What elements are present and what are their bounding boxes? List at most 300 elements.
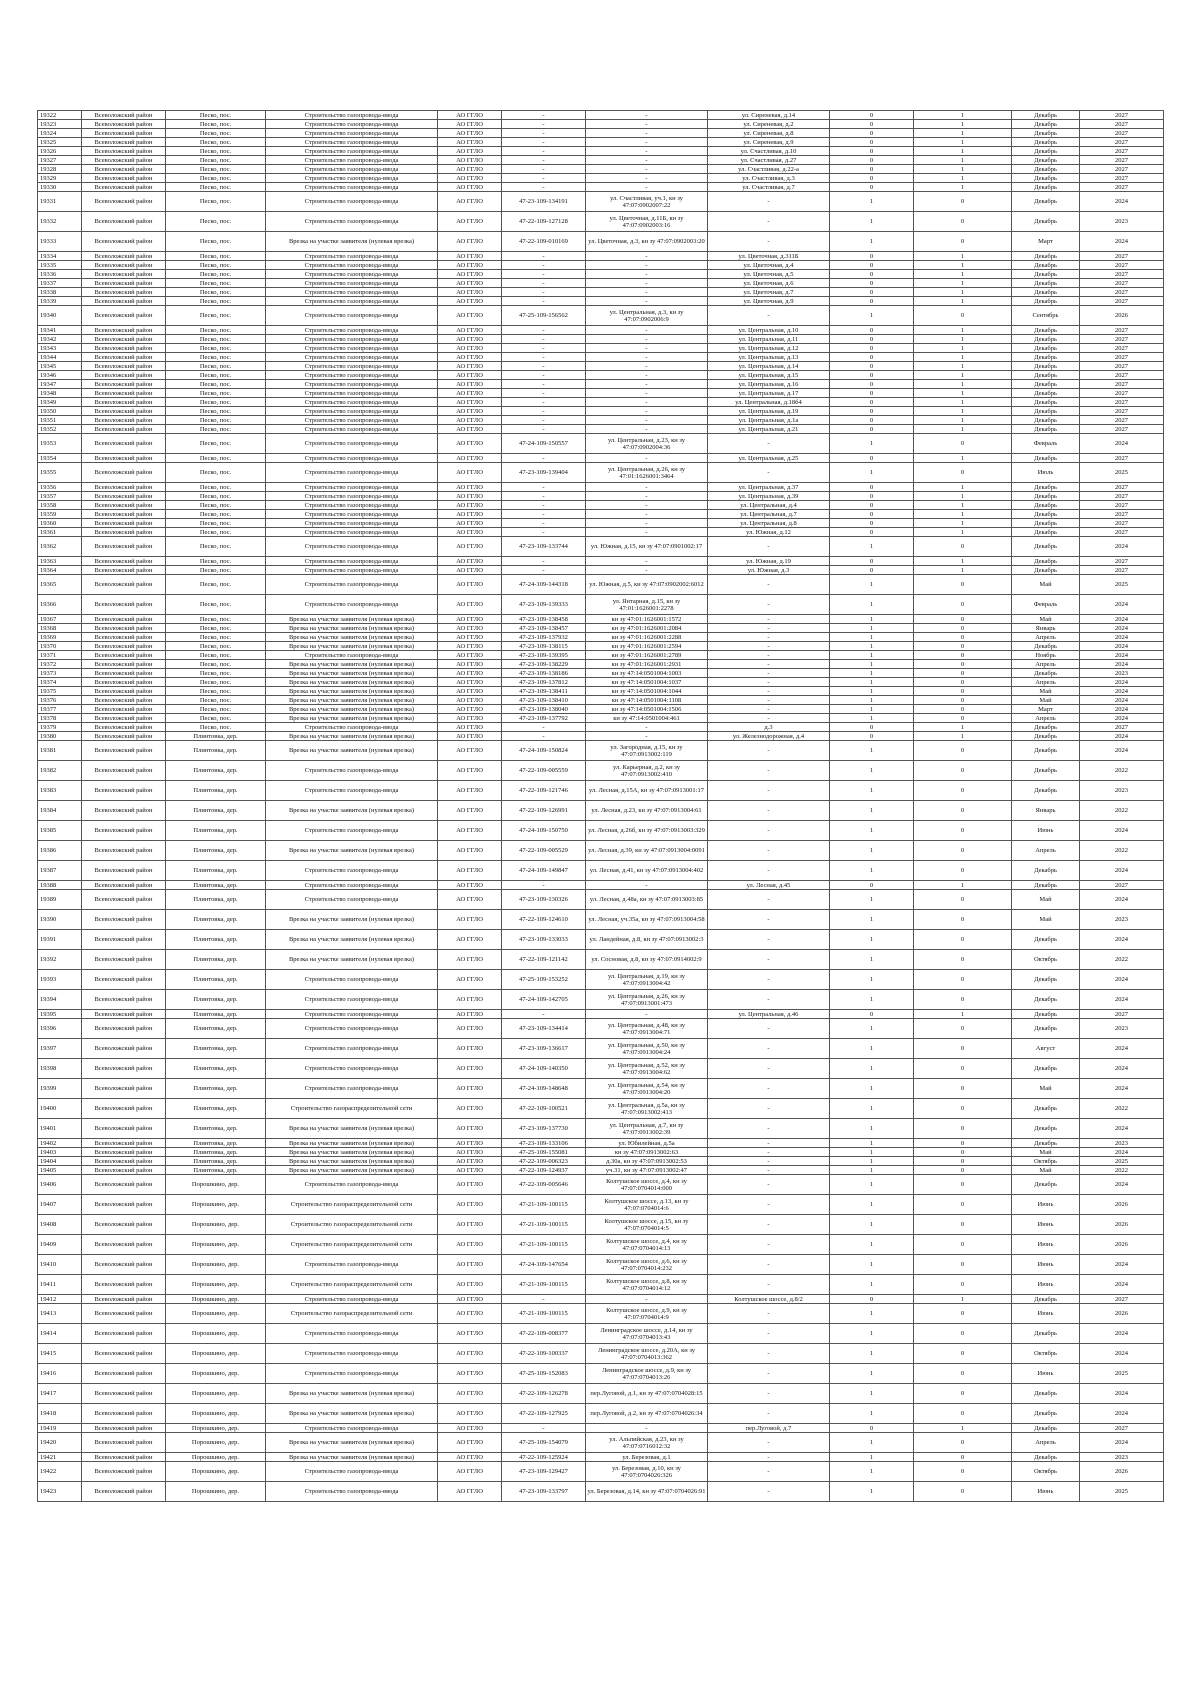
planned-address-cell: - <box>708 1235 830 1255</box>
district-cell: Всеволожский район <box>82 1295 166 1304</box>
work-type-cell: Строительство газопровода-ввода <box>266 398 438 407</box>
settlement-cell: Плинтовка, дер. <box>166 821 266 841</box>
planned-address-cell: - <box>708 537 830 557</box>
year-cell: 2024 <box>1080 615 1164 624</box>
month-cell: Декабрь <box>1012 279 1080 288</box>
address-cadastral-cell: - <box>586 881 708 890</box>
month-cell: Март <box>1012 705 1080 714</box>
work-type-cell: Строительство газопровода-ввода <box>266 519 438 528</box>
planned-address-cell: ул. Центральная, д.46 <box>708 1010 830 1019</box>
operator-cell: АО ГГЛО <box>438 528 502 537</box>
district-cell: Всеволожский район <box>82 1324 166 1344</box>
year-cell: 2024 <box>1080 1275 1164 1295</box>
month-cell: Май <box>1012 696 1080 705</box>
district-cell: Всеволожский район <box>82 950 166 970</box>
district-cell: Всеволожский район <box>82 138 166 147</box>
planned-count-cell: 0 <box>914 1059 1012 1079</box>
gas-connection-table <box>37 110 1164 1502</box>
month-cell: Декабрь <box>1012 492 1080 501</box>
district-cell: Всеволожский район <box>82 1139 166 1148</box>
record-number-cell: 19391 <box>38 930 82 950</box>
connected-count-cell: 0 <box>830 270 914 279</box>
work-type-cell: Строительство газопровода-ввода <box>266 501 438 510</box>
settlement-cell: Плинтовка, дер. <box>166 1010 266 1019</box>
district-cell: Всеволожский район <box>82 781 166 801</box>
connected-count-cell: 1 <box>830 950 914 970</box>
planned-address-cell: ул. Счастливая, д.27 <box>708 156 830 165</box>
operator-cell: АО ГГЛО <box>438 183 502 192</box>
address-cadastral-cell: - <box>586 1295 708 1304</box>
address-cadastral-cell: - <box>586 407 708 416</box>
table-row <box>38 651 1164 660</box>
operator-cell: АО ГГЛО <box>438 306 502 326</box>
application-number-cell: - <box>502 416 586 425</box>
month-cell: Декабрь <box>1012 398 1080 407</box>
planned-count-cell: 1 <box>914 557 1012 566</box>
month-cell: Октябрь <box>1012 1344 1080 1364</box>
application-number-cell: - <box>502 362 586 371</box>
record-number-cell: 19338 <box>38 288 82 297</box>
table-row <box>38 1079 1164 1099</box>
connected-count-cell: 1 <box>830 1099 914 1119</box>
work-type-cell: Строительство газопровода-ввода <box>266 723 438 732</box>
planned-count-cell: 0 <box>914 801 1012 821</box>
settlement-cell: Песко, пос. <box>166 261 266 270</box>
connected-count-cell: 1 <box>830 1235 914 1255</box>
planned-count-cell: 0 <box>914 575 1012 595</box>
planned-count-cell: 0 <box>914 1235 1012 1255</box>
table-row <box>38 344 1164 353</box>
district-cell: Всеволожский район <box>82 660 166 669</box>
district-cell: Всеволожский район <box>82 1424 166 1433</box>
settlement-cell: Песко, пос. <box>166 306 266 326</box>
month-cell: Декабрь <box>1012 483 1080 492</box>
year-cell: 2022 <box>1080 950 1164 970</box>
work-type-cell: Строительство газопровода-ввода <box>266 557 438 566</box>
address-cadastral-cell: - <box>586 279 708 288</box>
address-cadastral-cell: - <box>586 389 708 398</box>
planned-address-cell: ул. Цветочная, д.6 <box>708 279 830 288</box>
connected-count-cell: 0 <box>830 1424 914 1433</box>
month-cell: Декабрь <box>1012 1019 1080 1039</box>
settlement-cell: Порошкино, дер. <box>166 1235 266 1255</box>
year-cell: 2027 <box>1080 362 1164 371</box>
connected-count-cell: 1 <box>830 821 914 841</box>
application-number-cell: - <box>502 165 586 174</box>
operator-cell: АО ГГЛО <box>438 1235 502 1255</box>
work-type-cell: Строительство газопровода-ввода <box>266 326 438 335</box>
year-cell: 2024 <box>1080 990 1164 1010</box>
application-number-cell: - <box>502 279 586 288</box>
application-number-cell: 47-22-109-121746 <box>502 781 586 801</box>
year-cell: 2027 <box>1080 270 1164 279</box>
address-cadastral-cell: Колтушское шоссе, д.4, кн зу 47:07:0704014:13 <box>586 1235 708 1255</box>
year-cell: 2025 <box>1080 463 1164 483</box>
table-row <box>38 1384 1164 1404</box>
application-number-cell: - <box>502 510 586 519</box>
planned-count-cell: 0 <box>914 696 1012 705</box>
table-row <box>38 1344 1164 1364</box>
operator-cell: АО ГГЛО <box>438 192 502 212</box>
address-cadastral-cell: ул. Альпийская, д.23, кн зу 47:07:0716012:32 <box>586 1433 708 1453</box>
settlement-cell: Песко, пос. <box>166 566 266 575</box>
application-number-cell: 47-22-109-100521 <box>502 1099 586 1119</box>
planned-count-cell: 1 <box>914 326 1012 335</box>
connected-count-cell: 0 <box>830 156 914 165</box>
planned-address-cell: - <box>708 950 830 970</box>
record-number-cell: 19405 <box>38 1166 82 1175</box>
month-cell: Декабрь <box>1012 510 1080 519</box>
operator-cell: АО ГГЛО <box>438 353 502 362</box>
planned-address-cell: - <box>708 306 830 326</box>
settlement-cell: Плинтовка, дер. <box>166 950 266 970</box>
settlement-cell: Песко, пос. <box>166 425 266 434</box>
settlement-cell: Песко, пос. <box>166 575 266 595</box>
connected-count-cell: 1 <box>830 595 914 615</box>
year-cell: 2027 <box>1080 165 1164 174</box>
settlement-cell: Песко, пос. <box>166 463 266 483</box>
record-number-cell: 19422 <box>38 1462 82 1482</box>
application-number-cell: 47-23-109-139333 <box>502 595 586 615</box>
connected-count-cell: 0 <box>830 362 914 371</box>
address-cadastral-cell: ул. Сосновая, д.8, кн зу 47:07:0914002:9 <box>586 950 708 970</box>
address-cadastral-cell: Колтушское шоссе, д.9, кн зу 47:07:0704014:9 <box>586 1304 708 1324</box>
planned-count-cell: 0 <box>914 624 1012 633</box>
operator-cell: АО ГГЛО <box>438 1344 502 1364</box>
address-cadastral-cell: Колтушское шоссе, д.13, кн зу 47:07:0704014:6 <box>586 1195 708 1215</box>
application-number-cell: 47-23-109-137792 <box>502 714 586 723</box>
settlement-cell: Песко, пос. <box>166 270 266 279</box>
record-number-cell: 19410 <box>38 1255 82 1275</box>
district-cell: Всеволожский район <box>82 174 166 183</box>
year-cell: 2027 <box>1080 138 1164 147</box>
planned-address-cell: - <box>708 1148 830 1157</box>
work-type-cell: Строительство газопровода-ввода <box>266 389 438 398</box>
planned-address-cell: ул. Южная, д.19 <box>708 557 830 566</box>
month-cell: Декабрь <box>1012 138 1080 147</box>
application-number-cell: 47-23-109-138410 <box>502 696 586 705</box>
operator-cell: АО ГГЛО <box>438 129 502 138</box>
planned-address-cell: - <box>708 633 830 642</box>
work-type-cell: Строительство газопровода-ввода <box>266 270 438 279</box>
address-cadastral-cell: ул. Лесная, д.26б, кн зу 47:07:0913003:329 <box>586 821 708 841</box>
operator-cell: АО ГГЛО <box>438 1304 502 1324</box>
planned-address-cell: - <box>708 930 830 950</box>
district-cell: Всеволожский район <box>82 147 166 156</box>
district-cell: Всеволожский район <box>82 1039 166 1059</box>
address-cadastral-cell: - <box>586 288 708 297</box>
settlement-cell: Песко, пос. <box>166 120 266 129</box>
planned-address-cell: - <box>708 1119 830 1139</box>
operator-cell: АО ГГЛО <box>438 841 502 861</box>
month-cell: Декабрь <box>1012 362 1080 371</box>
planned-count-cell: 0 <box>914 434 1012 454</box>
work-type-cell: Строительство газораспределительной сети <box>266 1195 438 1215</box>
operator-cell: АО ГГЛО <box>438 660 502 669</box>
application-number-cell: 47-22-109-005529 <box>502 841 586 861</box>
work-type-cell: Строительство газопровода-ввода <box>266 380 438 389</box>
year-cell: 2027 <box>1080 335 1164 344</box>
work-type-cell: Строительство газопровода-ввода <box>266 492 438 501</box>
record-number-cell: 19394 <box>38 990 82 1010</box>
planned-address-cell: - <box>708 990 830 1010</box>
district-cell: Всеволожский район <box>82 297 166 306</box>
work-type-cell: Строительство газопровода-ввода <box>266 1462 438 1482</box>
application-number-cell: - <box>502 557 586 566</box>
table-row <box>38 288 1164 297</box>
district-cell: Всеволожский район <box>82 861 166 881</box>
month-cell: Октябрь <box>1012 950 1080 970</box>
address-cadastral-cell: ул. Лесная, д.39, кн зу 47:07:0913004:0091 <box>586 841 708 861</box>
district-cell: Всеволожский район <box>82 463 166 483</box>
table-row <box>38 1099 1164 1119</box>
month-cell: Декабрь <box>1012 1324 1080 1344</box>
operator-cell: АО ГГЛО <box>438 732 502 741</box>
planned-address-cell: - <box>708 910 830 930</box>
table-row <box>38 669 1164 678</box>
work-type-cell: Строительство газопровода-ввода <box>266 192 438 212</box>
record-number-cell: 19421 <box>38 1453 82 1462</box>
table-row <box>38 297 1164 306</box>
month-cell: Декабрь <box>1012 1384 1080 1404</box>
work-type-cell: Врезка на участке заявителя (нулевая врезка) <box>266 660 438 669</box>
table-row <box>38 510 1164 519</box>
table-body <box>38 111 1164 1502</box>
connected-count-cell: 0 <box>830 261 914 270</box>
table-row <box>38 633 1164 642</box>
district-cell: Всеволожский район <box>82 335 166 344</box>
year-cell: 2024 <box>1080 1404 1164 1424</box>
work-type-cell: Врезка на участке заявителя (нулевая врезка) <box>266 1119 438 1139</box>
work-type-cell: Строительство газопровода-ввода <box>266 252 438 261</box>
planned-count-cell: 0 <box>914 1019 1012 1039</box>
address-cadastral-cell: - <box>586 252 708 261</box>
connected-count-cell: 0 <box>830 353 914 362</box>
work-type-cell: Врезка на участке заявителя (нулевая врезка) <box>266 232 438 252</box>
operator-cell: АО ГГЛО <box>438 881 502 890</box>
month-cell: Декабрь <box>1012 129 1080 138</box>
table-row <box>38 537 1164 557</box>
address-cadastral-cell: - <box>586 483 708 492</box>
planned-address-cell: - <box>708 1324 830 1344</box>
year-cell: 2024 <box>1080 1148 1164 1157</box>
planned-address-cell: ул. Центральная, д.1а <box>708 416 830 425</box>
address-cadastral-cell: - <box>586 138 708 147</box>
month-cell: Февраль <box>1012 434 1080 454</box>
table-row <box>38 120 1164 129</box>
address-cadastral-cell: ул. Южная, д.5, кн зу 47:07:0902002:6012 <box>586 575 708 595</box>
year-cell: 2024 <box>1080 678 1164 687</box>
planned-count-cell: 1 <box>914 483 1012 492</box>
settlement-cell: Порошкино, дер. <box>166 1295 266 1304</box>
district-cell: Всеволожский район <box>82 483 166 492</box>
planned-address-cell: - <box>708 1059 830 1079</box>
table-row <box>38 723 1164 732</box>
table-row <box>38 821 1164 841</box>
planned-address-cell: - <box>708 642 830 651</box>
planned-count-cell: 1 <box>914 510 1012 519</box>
operator-cell: АО ГГЛО <box>438 1175 502 1195</box>
record-number-cell: 19355 <box>38 463 82 483</box>
application-number-cell: 47-23-109-137812 <box>502 678 586 687</box>
district-cell: Всеволожский район <box>82 261 166 270</box>
settlement-cell: Плинтовка, дер. <box>166 801 266 821</box>
application-number-cell: - <box>502 389 586 398</box>
district-cell: Всеволожский район <box>82 841 166 861</box>
district-cell: Всеволожский район <box>82 306 166 326</box>
work-type-cell: Врезка на участке заявителя (нулевая врезка) <box>266 1148 438 1157</box>
district-cell: Всеволожский район <box>82 288 166 297</box>
work-type-cell: Врезка на участке заявителя (нулевая врезка) <box>266 732 438 741</box>
planned-count-cell: 0 <box>914 990 1012 1010</box>
application-number-cell: 47-22-109-008377 <box>502 1324 586 1344</box>
district-cell: Всеволожский район <box>82 353 166 362</box>
planned-address-cell: - <box>708 232 830 252</box>
application-number-cell: 47-23-109-138457 <box>502 624 586 633</box>
connected-count-cell: 0 <box>830 492 914 501</box>
operator-cell: АО ГГЛО <box>438 398 502 407</box>
year-cell: 2024 <box>1080 232 1164 252</box>
settlement-cell: Песко, пос. <box>166 528 266 537</box>
year-cell: 2027 <box>1080 425 1164 434</box>
address-cadastral-cell: ул. Центральная, д.7, кн зу 47:07:0913002:39 <box>586 1119 708 1139</box>
connected-count-cell: 1 <box>830 841 914 861</box>
settlement-cell: Песко, пос. <box>166 192 266 212</box>
operator-cell: АО ГГЛО <box>438 624 502 633</box>
address-cadastral-cell: ул. Центральная, д.26, кн зу 47:07:0913001:473 <box>586 990 708 1010</box>
planned-address-cell: - <box>708 1139 830 1148</box>
planned-address-cell: ул. Сиреневая, д.14 <box>708 111 830 120</box>
month-cell: Декабрь <box>1012 881 1080 890</box>
address-cadastral-cell: ул. Центральная, д.54, кн зу 47:07:0913004:20 <box>586 1079 708 1099</box>
record-number-cell: 19400 <box>38 1099 82 1119</box>
month-cell: Декабрь <box>1012 970 1080 990</box>
record-number-cell: 19330 <box>38 183 82 192</box>
connected-count-cell: 1 <box>830 1079 914 1099</box>
application-number-cell: 47-23-109-130326 <box>502 890 586 910</box>
record-number-cell: 19392 <box>38 950 82 970</box>
district-cell: Всеволожский район <box>82 1235 166 1255</box>
year-cell: 2027 <box>1080 252 1164 261</box>
record-number-cell: 19381 <box>38 741 82 761</box>
planned-count-cell: 1 <box>914 353 1012 362</box>
month-cell: Декабрь <box>1012 861 1080 881</box>
table-row <box>38 687 1164 696</box>
record-number-cell: 19340 <box>38 306 82 326</box>
record-number-cell: 19378 <box>38 714 82 723</box>
year-cell: 2022 <box>1080 1166 1164 1175</box>
planned-count-cell: 1 <box>914 371 1012 380</box>
planned-address-cell: - <box>708 741 830 761</box>
planned-address-cell: - <box>708 212 830 232</box>
record-number-cell: 19346 <box>38 371 82 380</box>
work-type-cell: Строительство газопровода-ввода <box>266 174 438 183</box>
application-number-cell: - <box>502 501 586 510</box>
table-row <box>38 1453 1164 1462</box>
record-number-cell: 19416 <box>38 1364 82 1384</box>
district-cell: Всеволожский район <box>82 454 166 463</box>
table-row <box>38 528 1164 537</box>
planned-count-cell: 0 <box>914 1099 1012 1119</box>
planned-address-cell: - <box>708 841 830 861</box>
settlement-cell: Песко, пос. <box>166 288 266 297</box>
district-cell: Всеволожский район <box>82 1255 166 1275</box>
connected-count-cell: 1 <box>830 930 914 950</box>
settlement-cell: Песко, пос. <box>166 696 266 705</box>
settlement-cell: Песко, пос. <box>166 434 266 454</box>
month-cell: Май <box>1012 1079 1080 1099</box>
planned-address-cell: ул. Железнодорожная, д.4 <box>708 732 830 741</box>
district-cell: Всеволожский район <box>82 501 166 510</box>
address-cadastral-cell: кн зу 47:14:0501004:1003 <box>586 669 708 678</box>
operator-cell: АО ГГЛО <box>438 232 502 252</box>
connected-count-cell: 0 <box>830 371 914 380</box>
planned-address-cell: - <box>708 1079 830 1099</box>
application-number-cell: - <box>502 723 586 732</box>
planned-address-cell: ул. Цветочная, д.4 <box>708 261 830 270</box>
year-cell: 2024 <box>1080 821 1164 841</box>
year-cell: 2027 <box>1080 156 1164 165</box>
work-type-cell: Строительство газопровода-ввода <box>266 1175 438 1195</box>
record-number-cell: 19401 <box>38 1119 82 1139</box>
district-cell: Всеволожский район <box>82 344 166 353</box>
district-cell: Всеволожский район <box>82 669 166 678</box>
district-cell: Всеволожский район <box>82 425 166 434</box>
planned-address-cell: Колтушское шоссе, д.8/2 <box>708 1295 830 1304</box>
work-type-cell: Строительство газопровода-ввода <box>266 1482 438 1502</box>
table-row <box>38 714 1164 723</box>
month-cell: Декабрь <box>1012 425 1080 434</box>
application-number-cell: 47-21-109-100115 <box>502 1304 586 1324</box>
planned-address-cell: ул. Центральная, д.10 <box>708 326 830 335</box>
operator-cell: АО ГГЛО <box>438 575 502 595</box>
year-cell: 2025 <box>1080 1482 1164 1502</box>
district-cell: Всеволожский район <box>82 519 166 528</box>
table-row <box>38 781 1164 801</box>
record-number-cell: 19412 <box>38 1295 82 1304</box>
table-row <box>38 990 1164 1010</box>
operator-cell: АО ГГЛО <box>438 1453 502 1462</box>
district-cell: Всеволожский район <box>82 970 166 990</box>
planned-count-cell: 0 <box>914 537 1012 557</box>
settlement-cell: Плинтовка, дер. <box>166 841 266 861</box>
record-number-cell: 19341 <box>38 326 82 335</box>
application-number-cell: - <box>502 288 586 297</box>
address-cadastral-cell: - <box>586 156 708 165</box>
table-row <box>38 1304 1164 1324</box>
planned-count-cell: 1 <box>914 261 1012 270</box>
planned-address-cell: ул. Южная, д.12 <box>708 528 830 537</box>
table-row <box>38 970 1164 990</box>
planned-count-cell: 1 <box>914 723 1012 732</box>
table-row <box>38 192 1164 212</box>
record-number-cell: 19359 <box>38 510 82 519</box>
table-row <box>38 279 1164 288</box>
district-cell: Всеволожский район <box>82 1215 166 1235</box>
record-number-cell: 19384 <box>38 801 82 821</box>
planned-address-cell: - <box>708 1099 830 1119</box>
work-type-cell: Строительство газопровода-ввода <box>266 566 438 575</box>
connected-count-cell: 1 <box>830 696 914 705</box>
settlement-cell: Песко, пос. <box>166 416 266 425</box>
connected-count-cell: 1 <box>830 651 914 660</box>
application-number-cell: - <box>502 1010 586 1019</box>
table-row <box>38 678 1164 687</box>
planned-address-cell: ул. Центральная, д.11 <box>708 335 830 344</box>
planned-address-cell: - <box>708 651 830 660</box>
year-cell: 2027 <box>1080 510 1164 519</box>
work-type-cell: Строительство газопровода-ввода <box>266 111 438 120</box>
